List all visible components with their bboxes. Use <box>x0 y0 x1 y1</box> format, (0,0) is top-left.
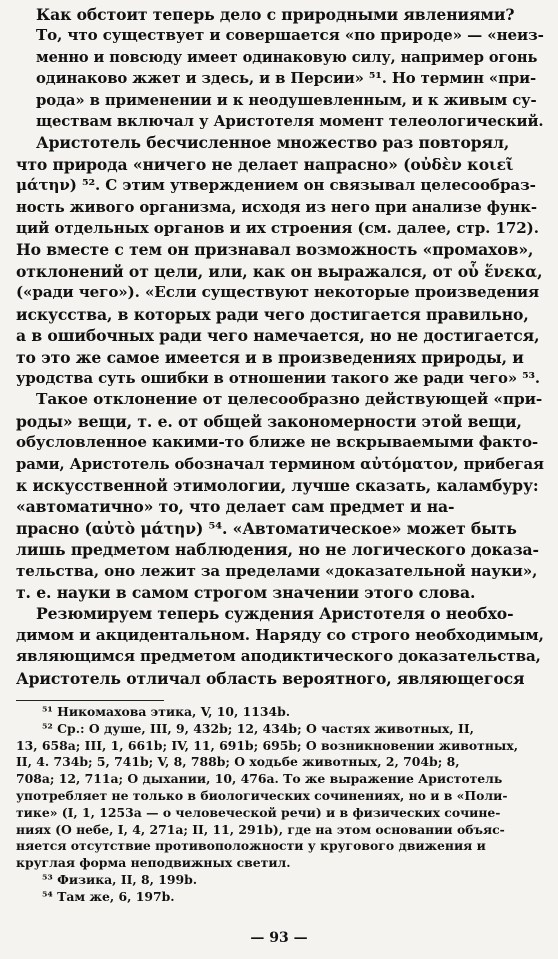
text-line: ность живого организма, исходя из него при анализе функ- <box>16 197 537 216</box>
footnote-line: употребляет не только в биологических сочинениях, но и в «Поли- <box>16 787 508 803</box>
text-line: Как обстоит теперь дело с природными явлениями? <box>36 5 515 24</box>
text-line: отклонений от цели, или, как он выражался, от οὗ ἕνεκα, <box>16 261 543 281</box>
text-line: то это же самое имеется и в произведениях природы, и <box>16 347 524 367</box>
paragraph-4 <box>16 603 544 689</box>
text-line: рами, Аристотель обозначал термином αὐτόματον, прибегая <box>16 454 544 473</box>
text-line: То, что существует и совершается «по природе» — «неиз- <box>36 26 544 45</box>
text-line: являющимся предметом аподиктического доказательства, <box>16 647 541 666</box>
book-page <box>16 4 544 906</box>
text-line: обусловленное какими-то ближе не вскрываемыми факто- <box>16 433 539 452</box>
text-line: искусства, в которых ради чего достигается правильно, <box>16 304 529 324</box>
footnote-line: ниях (О небе, I, 4, 271a; II, 11, 291b), где на этом основании объяс- <box>16 821 505 837</box>
footnote-line: 708a; 12, 711a; О дыхании, 10, 476a. То же выражение Аристотель <box>16 771 503 787</box>
page-number: — 93 — <box>250 930 308 946</box>
text-line: μάτην) ⁵². С этим утверждением он связывал целесообраз- <box>16 176 536 195</box>
footnotes <box>16 704 544 906</box>
text-line: рода» в применении и к неодушевленным, и к живым су- <box>36 90 537 109</box>
text-line: Но вместе с тем он признавал возможность «промахов», <box>16 240 534 260</box>
text-line: Резюмируем теперь суждения Аристотеля о необхо- <box>36 604 514 624</box>
text-line: Такое отклонение от целесообразно действующей «при- <box>36 390 543 409</box>
footnote-line: тике» (I, 1, 1253a — о человеческой речи) и в физических сочине- <box>16 804 501 820</box>
footnote-line: II, 4. 734b; 5, 741b; V, 8, 788b; О ходьбе животных, 2, 704b; 8, <box>16 754 460 770</box>
text-line: т. е. науки в самом строгом значении этого слова. <box>16 582 476 602</box>
footnote-divider <box>16 700 164 701</box>
text-line: уродства суть ошибки в отношении такого же ради чего» ⁵³. <box>16 368 540 387</box>
text-line: а в ошибочных ради чего намечается, но не достигается, <box>16 326 540 346</box>
footnote-54: ⁵⁴ Там же, 6, 197b. <box>42 888 175 904</box>
text-line: ществам включал у Аристотеля момент телеологический. <box>36 112 544 131</box>
text-line: димом и акцидентальном. Наряду со строго необходимым, <box>16 625 544 644</box>
paragraph-2 <box>16 132 544 389</box>
footnote-line: няется отсутствие противоположности у кругового движения и <box>16 838 486 854</box>
text-line: Аристотель отличал область вероятного, являющегося <box>16 668 525 688</box>
paragraph-3 <box>16 389 544 603</box>
text-line: тельства, оно лежит за пределами «доказательной науки», <box>16 561 538 580</box>
text-line: к искусственной этимологии, лучше сказать, каламбуру: <box>16 475 539 495</box>
paragraph-1 <box>16 4 544 132</box>
text-line: роды» вещи, т. е. от общей закономерности этой вещи, <box>16 411 522 431</box>
footnote-53: ⁵³ Физика, II, 8, 199b. <box>42 871 198 887</box>
footnote-line: 13, 658a; III, 1, 661b; IV, 11, 691b; 695b; О возникновении животных, <box>16 737 519 753</box>
text-line: Аристотель бесчисленное множество раз повторял, <box>36 133 510 153</box>
footnote-line: круглая форма неподвижных светил. <box>16 855 291 871</box>
text-line: менно и повсюду имеет одинаковую силу, например огонь <box>36 48 538 66</box>
footnote-52: ⁵² Ср.: О душе, III, 9, 432b; 12, 434b; О частях животных, II, <box>42 720 474 736</box>
text-line: лишь предметом наблюдения, но не логического доказа- <box>16 540 539 560</box>
text-line: что природа «ничего не делает напрасно» (οὐδὲν κοιεῖ <box>16 154 514 174</box>
text-line: «автоматично» то, что делает сам предмет и на- <box>16 497 455 517</box>
footnote-51: ⁵¹ Никомахова этика, V, 10, 1134b. <box>42 704 291 719</box>
text-line: ций отдельных органов и их строения (см. далее, стр. 172). <box>16 219 539 238</box>
text-line: прасно (αὐτὸ μάτην) ⁵⁴. «Автоматическое» может быть <box>16 518 517 538</box>
text-line: одинаково жжет и здесь, и в Персии» ⁵¹. Но термин «при- <box>36 69 537 88</box>
text-line: («ради чего»). «Если существуют некоторые произведения <box>16 283 540 302</box>
